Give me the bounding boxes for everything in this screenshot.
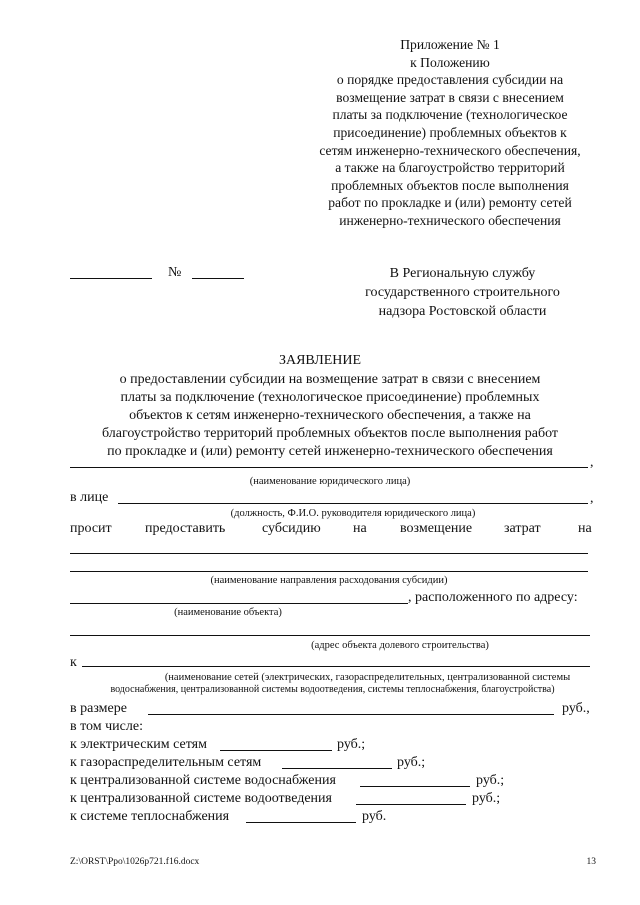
number-field[interactable] [192,278,244,279]
number-sign: № [168,265,182,280]
entity-name-field[interactable] [70,467,588,468]
item-label: к газораспределительным сетям [70,755,262,770]
amount-label: в размере [70,701,127,716]
date-field[interactable] [70,278,152,279]
appendix-line: платы за подключение (технологическое [332,107,568,123]
request-word: просит [70,521,112,536]
request-word: затрат [504,521,541,536]
caption-object: (наименование объекта) [174,607,282,618]
including-label: в том числе: [70,719,143,734]
item-unit: руб.; [472,791,501,806]
amount-unit: руб., [562,701,590,716]
in-person-label: в лице [70,490,109,505]
direction-field-2[interactable] [70,571,588,572]
appendix-block [285,36,615,230]
footer-path: Z:\ORST\Ppo\1026p721.f16.docx [70,857,200,867]
appendix-line: о порядке предоставления субсидии на [336,72,564,88]
title-line: по прокладке и (или) ремонту сетей инженерно-технического обеспечения [107,444,553,459]
item-gas-field[interactable] [282,768,392,769]
appendix-line: присоединение) проблемных объектов к [333,124,567,140]
item-label: к системе теплоснабжения [70,809,230,824]
item-water-field[interactable] [360,786,470,787]
request-word: на [353,521,367,536]
item-sewage-field[interactable] [356,804,466,805]
caption-position: (должность, Ф.И.О. руководителя юридического лица) [230,508,476,519]
title-line: о предоставлении субсидии на возмещение затрат в связи с внесением [119,372,541,387]
recipient-line: государственного строительного [365,285,560,300]
recipient-line: В Региональную службу [389,266,536,281]
amount-field[interactable] [148,714,554,715]
comma: , [590,455,594,470]
request-word: субсидию [262,521,321,536]
page-number: 13 [586,857,596,867]
address-field[interactable] [70,635,590,636]
item-unit: руб.; [476,773,505,788]
position-name-field[interactable] [118,503,588,504]
direction-field-1[interactable] [70,553,588,554]
appendix-line: работ по прокладке и (или) ремонту сетей [328,195,572,211]
document-title: ЗАЯВЛЕНИЕ [278,353,362,368]
caption-networks-1: (наименование сетей (электрических, газораспределительных, централизованной системы [164,672,571,683]
caption-direction: (наименование направления расходования субсидии) [210,575,448,586]
appendix-line: сетям инженерно-технического обеспечения, [319,142,581,158]
title-line: благоустройство территорий проблемных объектов после выполнения работ [102,426,558,441]
request-word: на [578,521,592,536]
item-electric-field[interactable] [220,750,332,751]
item-label: к централизованной системе водоснабжения [70,773,336,788]
comma: , [590,491,594,506]
item-unit: руб.; [337,737,366,752]
request-word: предоставить [145,521,226,536]
networks-field[interactable] [82,666,590,667]
recipient-line: надзора Ростовской области [378,304,547,319]
appendix-line: инженерно-технического обеспечения [339,212,561,228]
appendix-line: Приложение № 1 [400,37,500,52]
caption-entity: (наименование юридического лица) [249,476,411,487]
appendix-line: возмещение затрат в связи с внесением [336,89,564,105]
title-line: платы за подключение (технологическое присоединение) проблемных [120,390,540,405]
item-unit: руб. [362,809,387,824]
item-heat-field[interactable] [246,822,356,823]
request-word: возмещение [400,521,473,536]
title-line: объектов к сетям инженерно-технического обеспечения, а также на [129,408,531,423]
object-field[interactable] [70,603,408,604]
item-unit: руб.; [397,755,426,770]
appendix-line: а также на благоустройство территорий [335,160,565,176]
appendix-line: проблемных объектов после выполнения [331,177,569,193]
caption-networks-2: водоснабжения, централизованной системы водоотведения, системы теплоснабжения, благоустройства) [110,684,555,695]
to-label: к [70,655,77,670]
item-label: к электрическим сетям [70,737,207,752]
appendix-line: к Положению [410,54,490,70]
caption-address: (адрес объекта долевого строительства) [311,640,489,651]
located-at-label: , расположенного по адресу: [408,590,578,605]
item-label: к централизованной системе водоотведения [70,791,332,806]
